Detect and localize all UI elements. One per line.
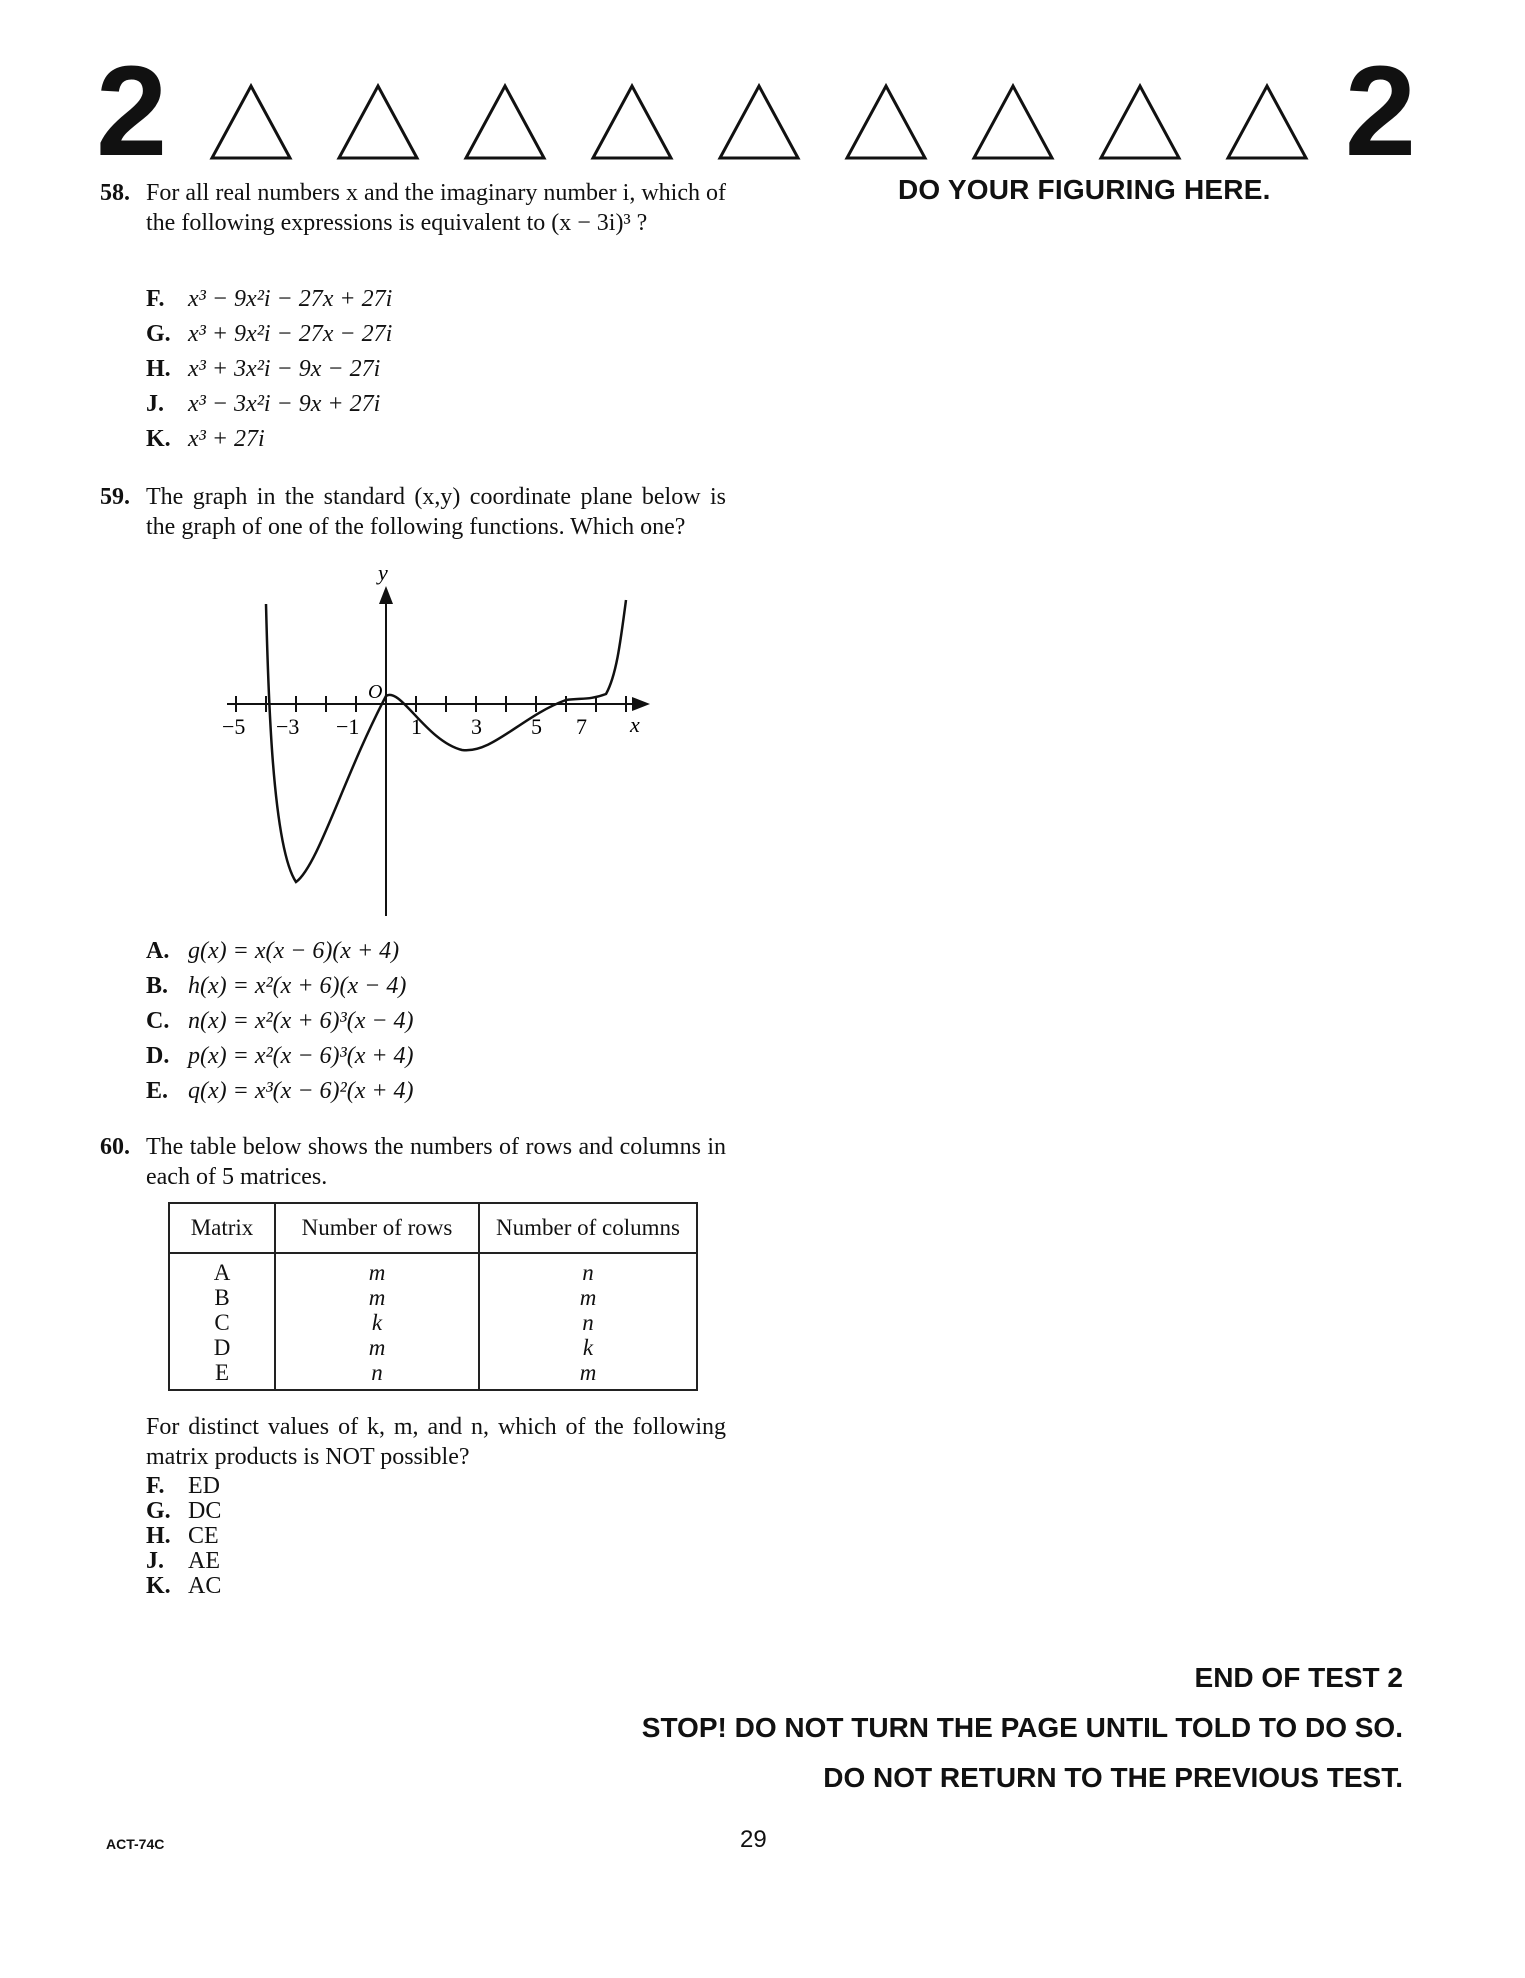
table-row (169, 1310, 697, 1335)
choice-expression: DC (188, 1498, 222, 1524)
table-header-row (169, 1203, 697, 1253)
table-cell: k (275, 1310, 479, 1335)
triangle-icon (208, 82, 294, 162)
x-axis-arrow-icon (632, 697, 650, 711)
column-header: Number of rows (275, 1203, 479, 1253)
answer-choice[interactable] (146, 1574, 221, 1599)
table-cell: m (479, 1360, 697, 1390)
question-60 (100, 1132, 730, 1192)
question-number: 58. (100, 180, 130, 206)
matrix-table (168, 1202, 698, 1391)
table-cell: m (275, 1253, 479, 1285)
table-row (169, 1253, 697, 1285)
table-cell: m (479, 1285, 697, 1310)
answer-choice[interactable] (146, 934, 414, 969)
function-graph (222, 566, 662, 926)
choice-letter: J. (146, 1548, 164, 1574)
choice-letter: G. (146, 1498, 171, 1524)
table-row (169, 1335, 697, 1360)
page-number: 29 (740, 1826, 767, 1853)
triangle-icon (1097, 82, 1183, 162)
tick-label: 3 (471, 714, 482, 739)
choice-expression: q(x) = x³(x − 6)²(x + 4) (188, 1078, 414, 1104)
answer-choice[interactable] (146, 1474, 221, 1499)
answer-choice[interactable] (146, 1074, 414, 1109)
answer-choice[interactable] (146, 317, 392, 352)
choice-expression: CE (188, 1523, 219, 1549)
choice-expression: x³ + 3x²i − 9x − 27i (188, 356, 381, 382)
answer-choice[interactable] (146, 1039, 414, 1074)
tick-label: −3 (276, 714, 300, 739)
q60-choices (146, 1474, 221, 1599)
question-text: The table below shows the numbers of rows and columns in each of 5 matrices. (146, 1134, 726, 1190)
tick-label: −5 (222, 714, 246, 739)
triangle-icon (335, 82, 421, 162)
answer-choice[interactable] (146, 282, 392, 317)
answer-choice[interactable] (146, 352, 392, 387)
choice-expression: x³ − 9x²i − 27x + 27i (188, 286, 393, 312)
choice-letter: J. (146, 391, 164, 417)
choice-letter: K. (146, 1573, 171, 1599)
answer-choice[interactable] (146, 1549, 221, 1574)
choice-expression: AE (188, 1548, 220, 1574)
y-axis-arrow-icon (379, 586, 393, 604)
tick-label: 1 (411, 714, 422, 739)
figuring-label: DO YOUR FIGURING HERE. (898, 174, 1271, 205)
answer-choice[interactable] (146, 387, 392, 422)
answer-choice[interactable] (146, 1499, 221, 1524)
answer-choice[interactable] (146, 1004, 414, 1039)
question-59 (100, 482, 730, 572)
answer-choice[interactable] (146, 1524, 221, 1549)
stop-notice: STOP! DO NOT TURN THE PAGE UNTIL TOLD TO DO SO. (641, 1712, 1403, 1743)
choice-expression: p(x) = x²(x − 6)³(x + 4) (188, 1043, 414, 1069)
answer-choice[interactable] (146, 422, 392, 457)
column-header: Matrix (169, 1203, 275, 1253)
choice-expression: n(x) = x²(x + 6)³(x − 4) (188, 1008, 414, 1034)
section-number-left: 2 (96, 40, 168, 183)
choice-expression: x³ − 3x²i − 9x + 27i (188, 391, 381, 417)
table-cell: C (169, 1310, 275, 1335)
tick-label: 5 (531, 714, 542, 739)
function-curve (266, 600, 626, 882)
choice-letter: H. (146, 356, 171, 382)
choice-letter: K. (146, 426, 171, 452)
choice-letter: A. (146, 938, 170, 964)
table-cell: m (275, 1335, 479, 1360)
q58-choices (146, 282, 392, 457)
table-cell: n (479, 1310, 697, 1335)
table-cell: n (479, 1253, 697, 1285)
form-code: ACT-74C (106, 1836, 165, 1852)
choice-letter: D. (146, 1043, 170, 1069)
origin-label: O (368, 681, 383, 703)
end-of-test-label: END OF TEST 2 (1194, 1662, 1403, 1693)
table-cell: m (275, 1285, 479, 1310)
choice-letter: G. (146, 321, 171, 347)
q59-choices (146, 934, 414, 1109)
choice-letter: C. (146, 1008, 170, 1034)
triangle-icon (843, 82, 929, 162)
question-number: 59. (100, 484, 130, 510)
question-58 (100, 178, 730, 268)
choice-expression: x³ + 27i (188, 426, 265, 452)
table-cell: D (169, 1335, 275, 1360)
tick-labels (222, 714, 587, 739)
table-cell: A (169, 1253, 275, 1285)
choice-letter: H. (146, 1523, 171, 1549)
question-60-prompt: For distinct values of k, m, and n, which of the following matrix products is NOT possible? (146, 1414, 726, 1470)
do-not-return-notice: DO NOT RETURN TO THE PREVIOUS TEST. (823, 1762, 1403, 1793)
tick-label: −1 (336, 714, 360, 739)
triangle-icon (1224, 82, 1310, 162)
question-text: The graph in the standard (x,y) coordinate plane below is the graph of one of the following functions. Which one? (146, 484, 726, 540)
choice-letter: F. (146, 1473, 165, 1499)
question-text: For all real numbers x and the imaginary number i, which of the following expressions is equivalent to (x − 3i)³ ? (146, 180, 726, 236)
choice-letter: B. (146, 973, 169, 999)
section-header (96, 40, 1416, 183)
table-row (169, 1360, 697, 1390)
y-axis-label: y (378, 566, 388, 585)
question-number: 60. (100, 1134, 130, 1160)
triangle-icon (716, 82, 802, 162)
answer-choice[interactable] (146, 969, 414, 1004)
tick-label: 7 (576, 714, 587, 739)
choice-expression: AC (188, 1573, 222, 1599)
choice-expression: g(x) = x(x − 6)(x + 4) (188, 938, 400, 964)
table-cell: n (275, 1360, 479, 1390)
choice-expression: x³ + 9x²i − 27x − 27i (188, 321, 393, 347)
triangle-icon (970, 82, 1056, 162)
triangle-icon (589, 82, 675, 162)
column-header: Number of columns (479, 1203, 697, 1253)
choice-letter: E. (146, 1078, 169, 1104)
table-cell: E (169, 1360, 275, 1390)
table-row (169, 1285, 697, 1310)
triangle-icon (462, 82, 548, 162)
table-cell: B (169, 1285, 275, 1310)
choice-letter: F. (146, 286, 165, 312)
choice-expression: h(x) = x²(x + 6)(x − 4) (188, 973, 407, 999)
x-axis-label: x (630, 712, 640, 737)
choice-expression: ED (188, 1473, 220, 1499)
table-cell: k (479, 1335, 697, 1360)
section-number-right: 2 (1344, 40, 1416, 183)
